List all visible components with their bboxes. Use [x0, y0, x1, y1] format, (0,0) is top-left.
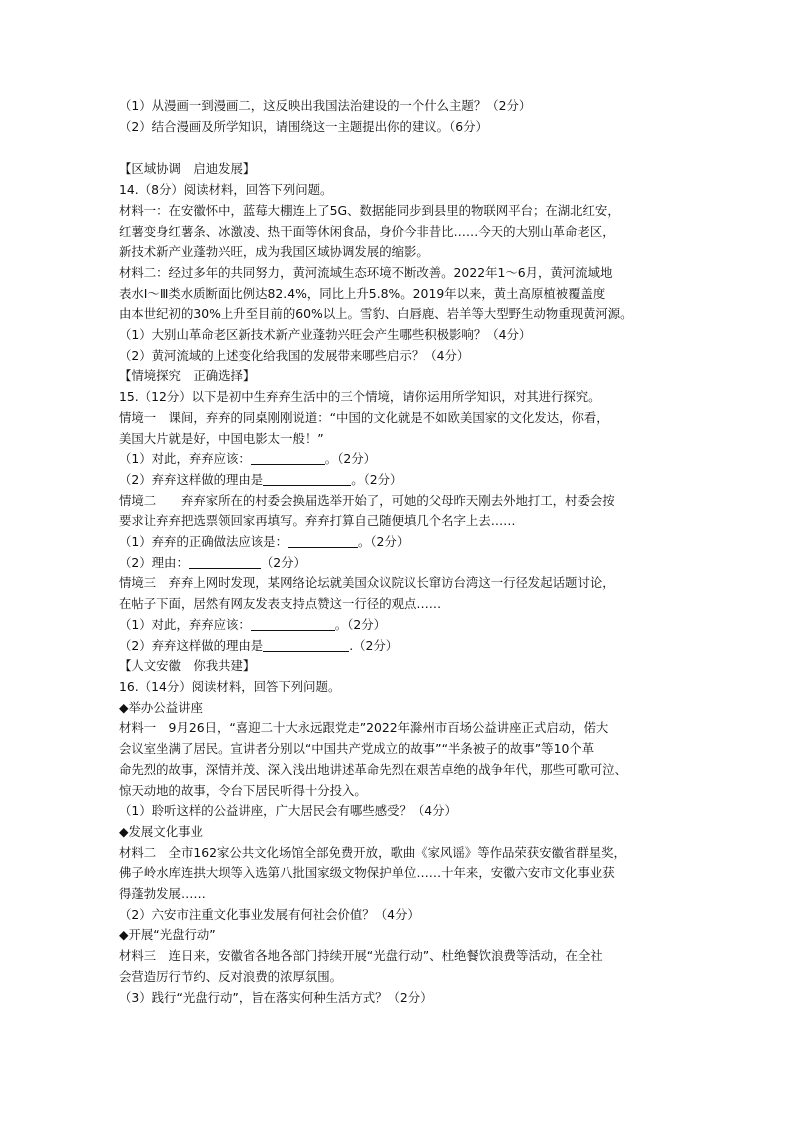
subheading-lecture: ◆举办公益讲座: [119, 699, 203, 715]
question-points: （2分）: [260, 554, 306, 570]
answer-blank[interactable]: [189, 554, 261, 569]
comic-question-2: （2）结合漫画及所学知识，请围绕这一主题提出你的建议。（6分）: [119, 118, 488, 134]
scenario-1-question-2: [119, 470, 679, 491]
scenario-1-line: 美国大片就是好，中国电影太一般！”: [119, 430, 324, 446]
material-1-line: 材料一 9月26日，“喜迎二十大永远跟党走”2022年滁州市百场公益讲座正式启动，偌大: [119, 720, 609, 736]
answer-blank[interactable]: [251, 616, 335, 631]
page-content: [119, 96, 679, 1008]
question-14-2: （2）黄河流域的上述变化给我国的发展带来哪些启示？（4分）: [119, 347, 470, 363]
scenario-3-question-1: [119, 615, 679, 636]
section-heading-culture: 【人文安徽 你我共建】: [119, 658, 256, 674]
answer-blank[interactable]: [251, 450, 325, 465]
section-heading-region: 【区域协调 启迪发展】: [119, 161, 256, 177]
scenario-2-line: 要求让弃弃把选票领回家再填写。弃弃打算自己随便填几个名字上去……: [119, 513, 516, 529]
material-2-line: 由本世纪初的30%上升至目前的60%以上。雪豹、白唇鹿、岩羊等大型野生动物重现黄河源。: [119, 306, 633, 322]
question-16-3: （3）践行“光盘行动”，旨在落实何种生活方式？（2分）: [119, 989, 433, 1005]
material-1-line: 红薯变身红薯条、冰激凌、热干面等休闲食品，身价今非昔比……今天的大别山革命老区，: [119, 223, 615, 239]
scenario-1-line: 情境一 课间，弃弃的同桌刚刚说道：“中国的文化就是不如欧美国家的文化发达，你看，: [119, 409, 609, 425]
material-1-line: 材料一：在安徽怀中，蓝莓大棚连上了5G、数据能同步到县里的物联网平台；在湖北红安，: [119, 202, 620, 218]
material-1-line: 会议室坐满了居民。宣讲者分别以“中国共产党成立的故事”“半条被子的故事”等10个革: [119, 741, 595, 757]
question-text: （2）理由：: [119, 554, 189, 570]
material-3-line: 材料三 连日来，安徽省各地各部门持续开展“光盘行动”、杜绝餐饮浪费等活动，在全社: [119, 948, 603, 964]
comic-question-1: （1）从漫画一到漫画二，这反映出我国法治建设的一个什么主题？（2分）: [119, 98, 532, 113]
scenario-2-question-1: [119, 532, 679, 553]
material-1-line: 命先烈的故事，深情并茂、深入浅出地讲述革命先烈在艰苦卓绝的战争年代，那些可歌可泣、: [119, 761, 628, 777]
scenario-3-line: 在帖子下面，居然有网友发表支持点赞这一行径的观点……: [119, 596, 442, 612]
question-14-stem: 14.（8分）阅读材料，回答下列问题。: [119, 182, 333, 198]
question-points: .（2分）: [349, 637, 399, 653]
scenario-1-question-1: [119, 449, 679, 470]
question-text: （2）弃弃这样做的理由是: [119, 637, 264, 653]
subheading-clean-plate: ◆开展“光盘行动”: [119, 927, 216, 943]
question-points: 。（2分）: [324, 451, 377, 467]
scenario-3-question-2: [119, 636, 679, 657]
subheading-culture: ◆发展文化事业: [119, 823, 203, 839]
scenario-2-question-2: [119, 553, 679, 574]
material-1-line: 新技术新产业蓬勃兴旺，成为我国区域协调发展的缩影。: [119, 244, 429, 260]
question-points: 。（2分）: [357, 534, 410, 550]
question-points: 。（2分）: [334, 616, 387, 632]
question-16-2: （2）六安市注重文化事业发展有何社会价值？（4分）: [119, 906, 420, 922]
material-2-line: 佛子岭水库连拱大坝等入选第八批国家级文物保护单位……十年来，安徽六安市文化事业获: [119, 865, 615, 881]
material-2-line: 材料二：经过多年的共同努力，黄河流域生态环境不断改善。2022年1～6月，黄河流域地: [119, 264, 613, 280]
question-16-stem: 16.（14分）阅读材料，回答下列问题。: [119, 678, 341, 694]
spacer: [119, 137, 679, 159]
answer-blank[interactable]: [263, 637, 349, 652]
question-text: （1）弃弃的正确做法应该是：: [119, 534, 288, 550]
material-3-line: 会营造厉行节约、反对浪费的浓厚氛围。: [119, 968, 343, 984]
section-heading-scenario: 【情境探究 正确选择】: [119, 368, 256, 384]
answer-blank[interactable]: [288, 533, 358, 548]
question-text: （1）对此，弃弃应该：: [119, 616, 251, 632]
material-1-line: 惊天动地的故事，令台下居民听得十分投入。: [119, 782, 367, 798]
question-text: （2）弃弃这样做的理由是: [119, 471, 264, 487]
scenario-3-line: 情境三 弃弃上网时发现，某网络论坛就美国众议院议长窜访台湾这一行径发起话题讨论，: [119, 575, 615, 591]
answer-blank[interactable]: [263, 471, 351, 486]
material-2-line: 得蓬勃发展……: [119, 886, 206, 902]
question-text: （1）对此，弃弃应该：: [119, 451, 251, 467]
question-16-1: （1）聆听这样的公益讲座，广大居民会有哪些感受？（4分）: [119, 803, 457, 819]
question-14-1: （1）大别山革命老区新技术新产业蓬勃兴旺会产生哪些积极影响？（4分）: [119, 327, 532, 343]
question-15-stem: 15.（12分）以下是初中生弃弃生活中的三个情境，请你运用所学知识，对其进行探究。: [119, 389, 601, 405]
material-2-line: 表水Ⅰ～Ⅲ类水质断面比例达82.4%，同比上升5.8%。2019年以来，黄土高原植被覆盖度: [119, 285, 606, 301]
question-points: 。（2分）: [351, 471, 403, 487]
material-2-line: 材料二 全市162家公共文化场馆全部免费开放，歌曲《家风谣》等作品荣获安徽省群星奖，: [119, 844, 626, 860]
scenario-2-line: 情境二 弃弃家所在的村委会换届选举开始了，可她的父母昨天刚去外地打工，村委会按: [119, 492, 615, 508]
